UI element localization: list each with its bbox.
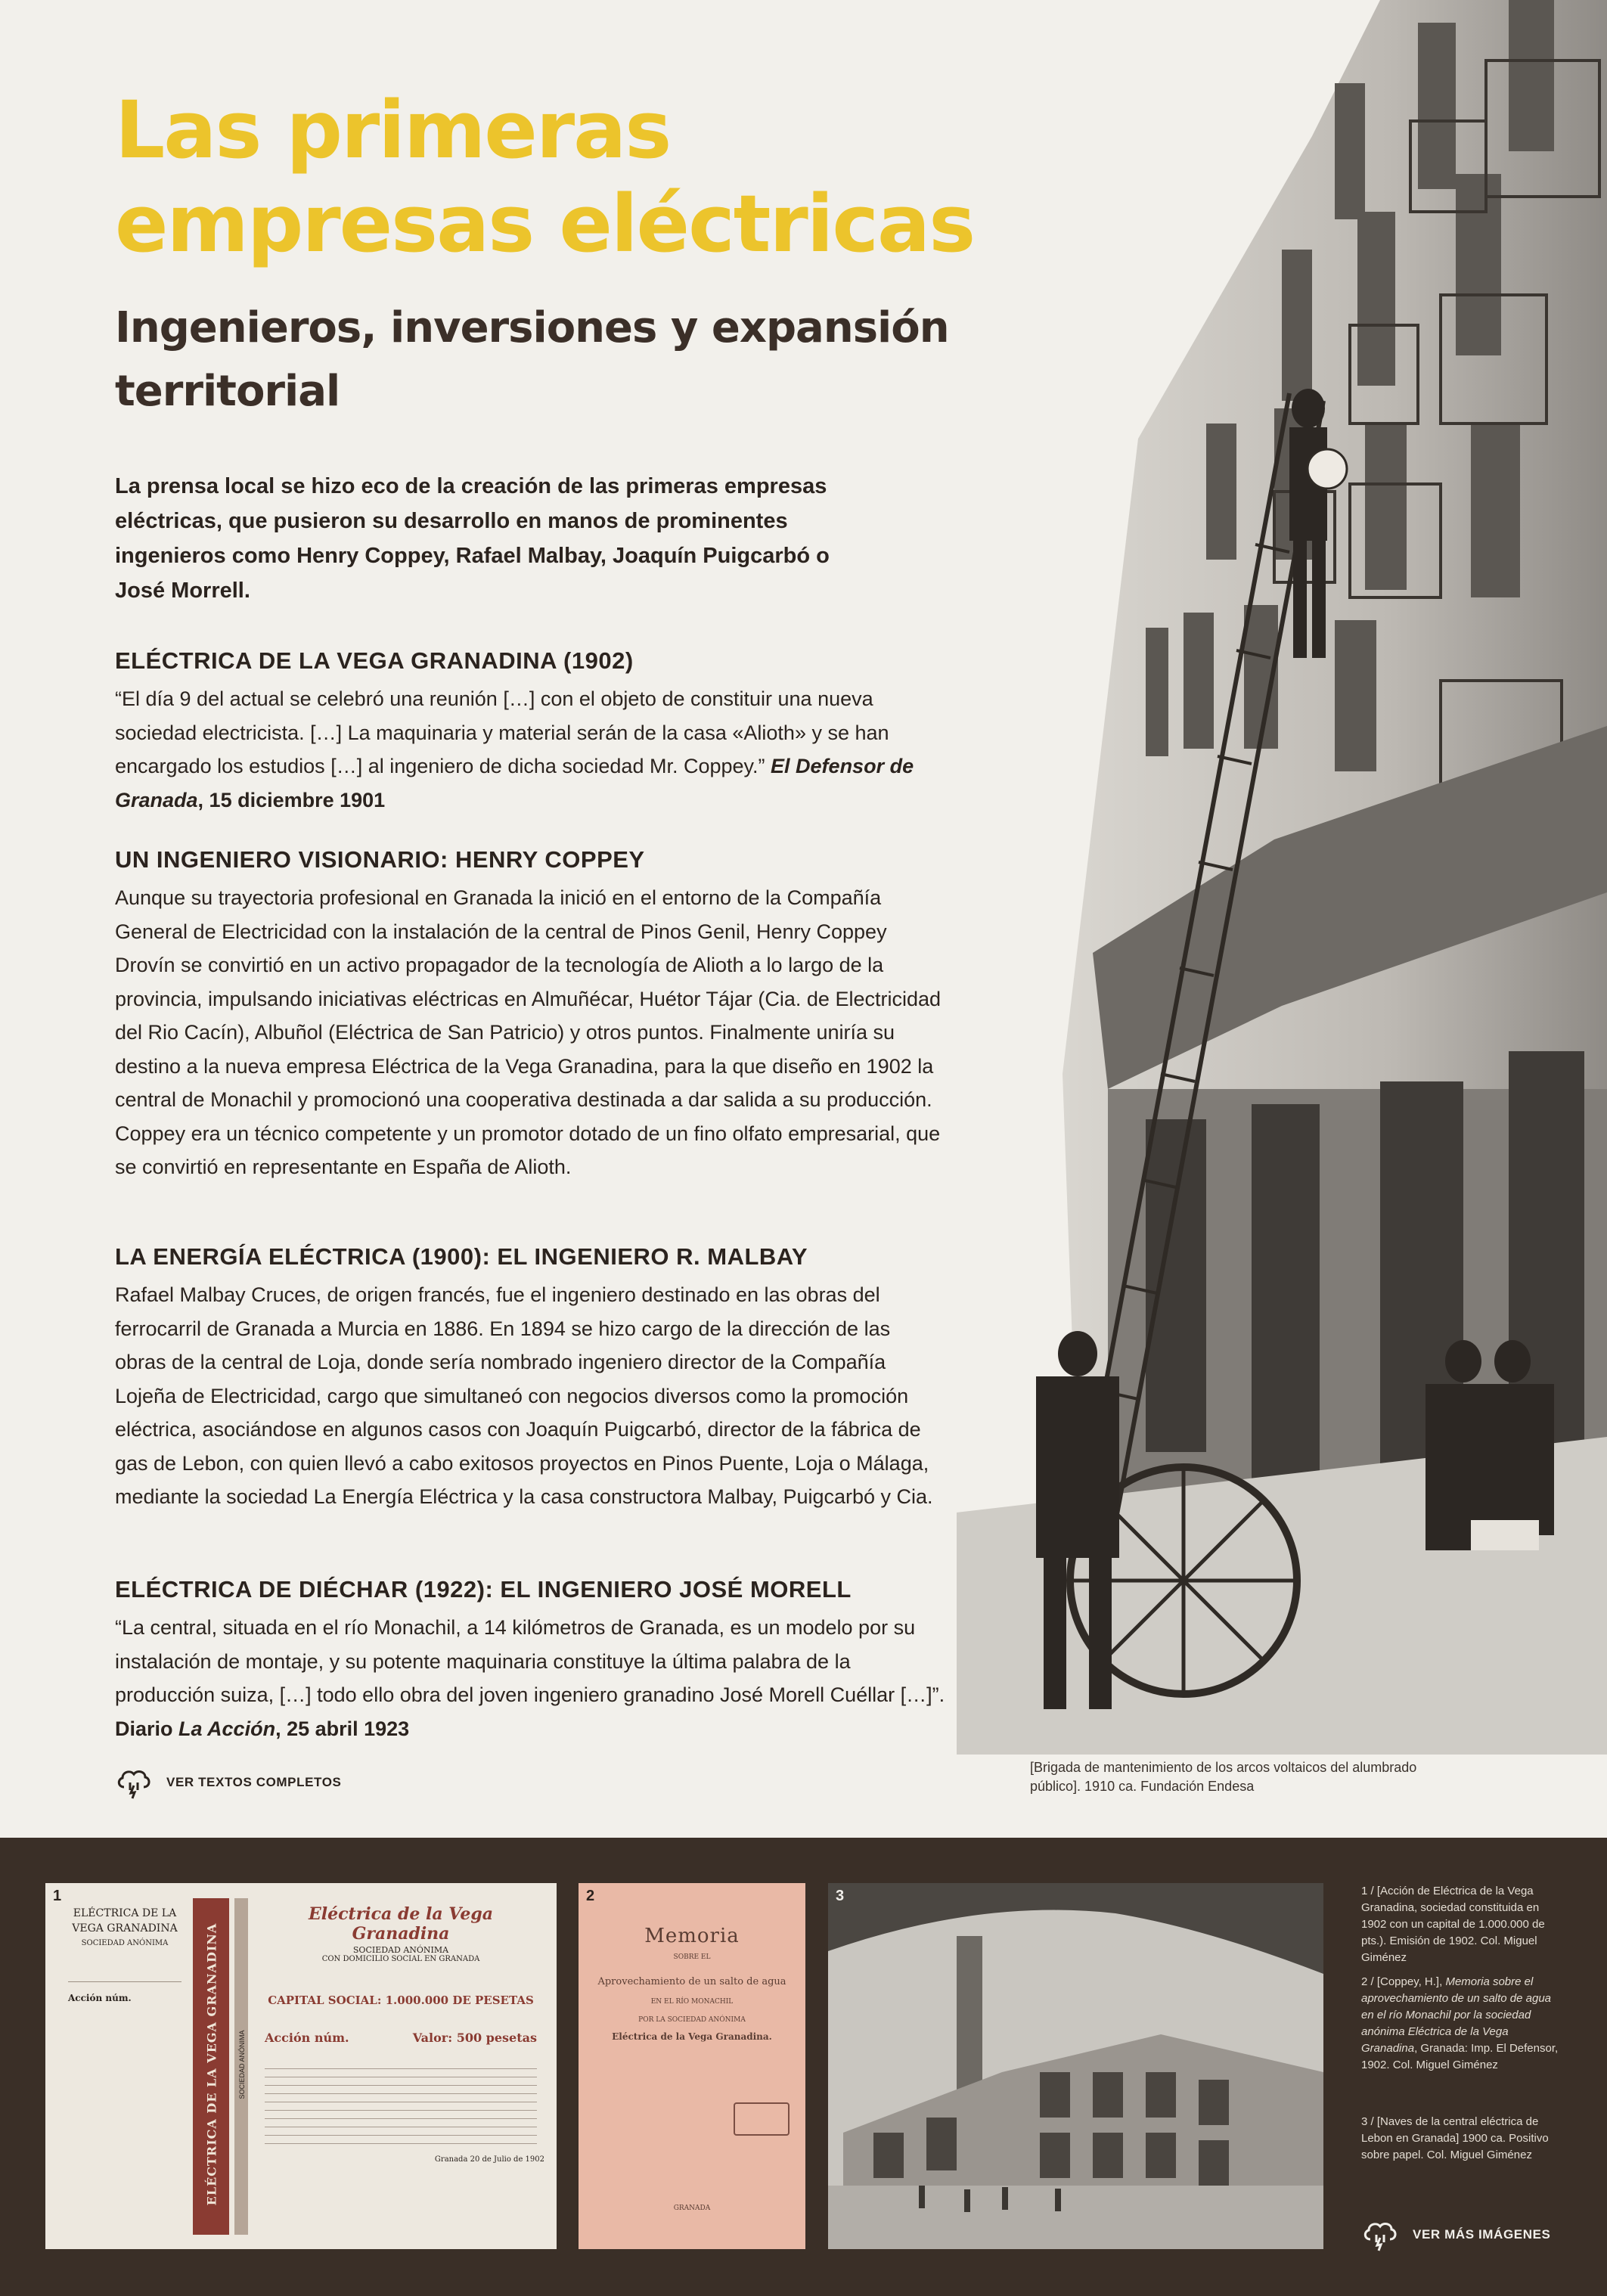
caption-item-1: 1 / [Acción de Eléctrica de la Vega Granadina, sociedad constituida en 1902 con un capital de 1.000.000 de pts.). Emisión de 1902. Col. Miguel Giménez <box>1361 1885 1545 1964</box>
certificate-vertical-band <box>193 1898 229 2235</box>
memoria-foot: GRANADA <box>673 2204 711 2212</box>
certificate-vertical-text: ELÉCTRICA DE LA VEGA GRANADINA <box>204 1922 219 2206</box>
source-title: La Acción <box>178 1717 276 1740</box>
link-label: VER TEXTOS COMPLETOS <box>166 1775 342 1789</box>
gallery-item-memoria[interactable] <box>579 1883 805 2249</box>
source-date: , 15 diciembre 1901 <box>197 788 386 811</box>
certificate-domicile: CON DOMICILIO SOCIAL EN GRANADA <box>321 1955 480 1963</box>
section-malbay <box>115 1240 947 1514</box>
section-heading: ELÉCTRICA DE DIÉCHAR (1922): EL INGENIERO JOSÉ MORELL <box>115 1576 852 1603</box>
certificate-left-subtitle: SOCIEDAD ANÓNIMA <box>81 1939 169 1947</box>
central-lebon-photo <box>828 1883 1323 2249</box>
gallery-item-share-certificate[interactable] <box>45 1883 557 2249</box>
memoria-sub: SOBRE EL <box>673 1953 711 1961</box>
certificate-subtitle: SOCIEDAD ANÓNIMA <box>352 1945 449 1955</box>
link-label: VER MÁS IMÁGENES <box>1413 2227 1551 2242</box>
section-body: “La central, situada en el río Monachil, a 14 kilómetros de Granada, es un modelo por su instalación de montaje, y su potente maquinaria constituye la última palabra de la producción suiza, […] todo ello obra del joven ingeniero granadino José Morell Cuéllar […]”. Diario La Acción, 25 abril 1923 <box>115 1616 945 1740</box>
certificate-vertical-subtext: SOCIEDAD ANÓNIMA <box>238 2030 246 2099</box>
intro-paragraph: La prensa local se hizo eco de la creación de las primeras empresas eléctricas, que pusieron su desarrollo en manos de prominentes ingenieros como Henry Coppey, Rafael Malbay, Joaquín Puigcarbó o José Morrell. <box>115 474 830 603</box>
page-subtitle: Ingenieros, inversiones y expansión territorial <box>115 303 949 416</box>
certificate-value: Valor: 500 pesetas <box>412 2031 537 2045</box>
memoria-body-2: EN EL RÍO MONACHIL <box>650 1998 734 2006</box>
gallery-item-central-photo[interactable] <box>828 1883 1323 2249</box>
library-stamp <box>734 2102 790 2136</box>
certificate-title: Eléctrica de la Vega Granadina <box>309 1904 493 1944</box>
section-heading: ELÉCTRICA DE LA VEGA GRANADINA (1902) <box>115 647 634 674</box>
item-number: 2 <box>586 1888 595 1904</box>
view-full-texts-link[interactable] <box>115 1766 341 1799</box>
section-body: Aunque su trayectoria profesional en Granada la inició en el entorno de la Compañía General de Electricidad con la instalación de la central de Pinos Genil, Henry Coppey Drovín se convirtió en un activo propagador de la tecnología de Alioth a lo largo de la provincia, impulsando iniciativas eléctricas en Almuñécar, Huétor Tájar (Cia. de Electricidad del Rio Cacín), Albuñol (Eléctrica de San Patricio) y otros puntos. Finalmente uniría su destino a la nueva empresa Eléctrica de la Vega Granadina, para la que diseño en 1902 la central de Monachil y promocionó una cooperativa destinada a dar salida a su producción. Coppey era un técnico competente y un promotor dotado de un fino olfato empresarial, que se convirtió en representante en España de Alioth. <box>115 886 942 1178</box>
caption-item-3: 3 / [Naves de la central eléctrica de Lebon en Granada] 1900 ca. Positivo sobre papel. Col. Miguel Giménez <box>1361 2115 1549 2161</box>
section-heading: UN INGENIERO VISIONARIO: HENRY COPPEY <box>115 846 645 873</box>
certificate-left-title: ELÉCTRICA DE LA VEGA GRANADINA <box>72 1907 178 1935</box>
section-body: Rafael Malbay Cruces, de origen francés, fue el ingeniero destinado en las obras del ferrocarril de Granada a Murcia en 1886. En 1894 se hizo cargo de la dirección de las obras de la central de Loja, donde sería nombrado ingeniero director de la Compañía Lojeña de Electricidad, cargo que simultaneó con negocios diversos como la promoción eléctrica, asociándose en algunos casos con Joaquín Puigcarbó, director de la fábrica de gas de Lebon, con quien llevó a cabo exitosos proyectos en Pinos Puente, Loja o Málaga, mediante la sociedad La Energía Eléctrica y la casa constructora Malbay, Puigcarbó y Cia. <box>115 1283 933 1508</box>
certificate-date: Granada 20 de Julio de 1902 <box>434 2155 544 2164</box>
view-more-images-link[interactable] <box>1361 2218 1550 2251</box>
source-prefix: Diario <box>115 1717 179 1740</box>
item-number: 1 <box>53 1888 62 1904</box>
street-lamp-maintenance-photo <box>957 0 1607 1755</box>
certificate-capital: CAPITAL SOCIAL: 1.000.000 DE PESETAS <box>268 1993 534 2007</box>
certificate-left-share-label: Acción núm. <box>68 1993 132 2003</box>
section-body: “El día 9 del actual se celebró una reunión […] con el objeto de constituir una nueva sociedad electricista. […] La maquinaria y material serán de la casa «Alioth» y se han encargado los estudios […] al ingeniero de dicha sociedad Mr. Coppey.” El Defensor de Granada, 15 diciembre 1901 <box>115 687 914 811</box>
page-title: Las primeras empresas eléctricas <box>115 84 975 270</box>
memoria-title: Memoria <box>644 1925 740 1947</box>
section-morell <box>115 1573 947 1745</box>
section-vega-granadina <box>115 644 947 817</box>
cloud-download-icon <box>115 1766 153 1799</box>
photo-caption: [Brigada de mantenimiento de los arcos voltaicos del alumbrado público]. 1910 ca. Fundación Endesa <box>1030 1760 1417 1794</box>
item-number: 3 <box>836 1888 845 1904</box>
source-title: El Defensor de Granada <box>115 755 914 811</box>
cloud-download-icon <box>1361 2218 1399 2251</box>
section-heading: LA ENERGÍA ELÉCTRICA (1900): EL INGENIERO R. MALBAY <box>115 1243 808 1270</box>
caption-item-2: 2 / [Coppey, H.], Memoria sobre el aprovechamiento de un salto de agua en el río Monachil por la sociedad anónima Eléctrica de la Vega Granadina, Granada: Imp. El Defensor, 1902. Col. Miguel Giménez <box>1361 1975 1559 2071</box>
memoria-body-4: Eléctrica de la Vega Granadina. <box>612 2031 772 2042</box>
memoria-body: Aprovechamiento de un salto de agua <box>597 1976 786 1987</box>
source-date: , 25 abril 1923 <box>275 1717 410 1740</box>
memoria-body-3: POR LA SOCIEDAD ANÓNIMA <box>638 2016 746 2024</box>
section-henry-coppey <box>115 843 947 1184</box>
certificate-share-number: Acción núm. <box>265 2031 349 2045</box>
